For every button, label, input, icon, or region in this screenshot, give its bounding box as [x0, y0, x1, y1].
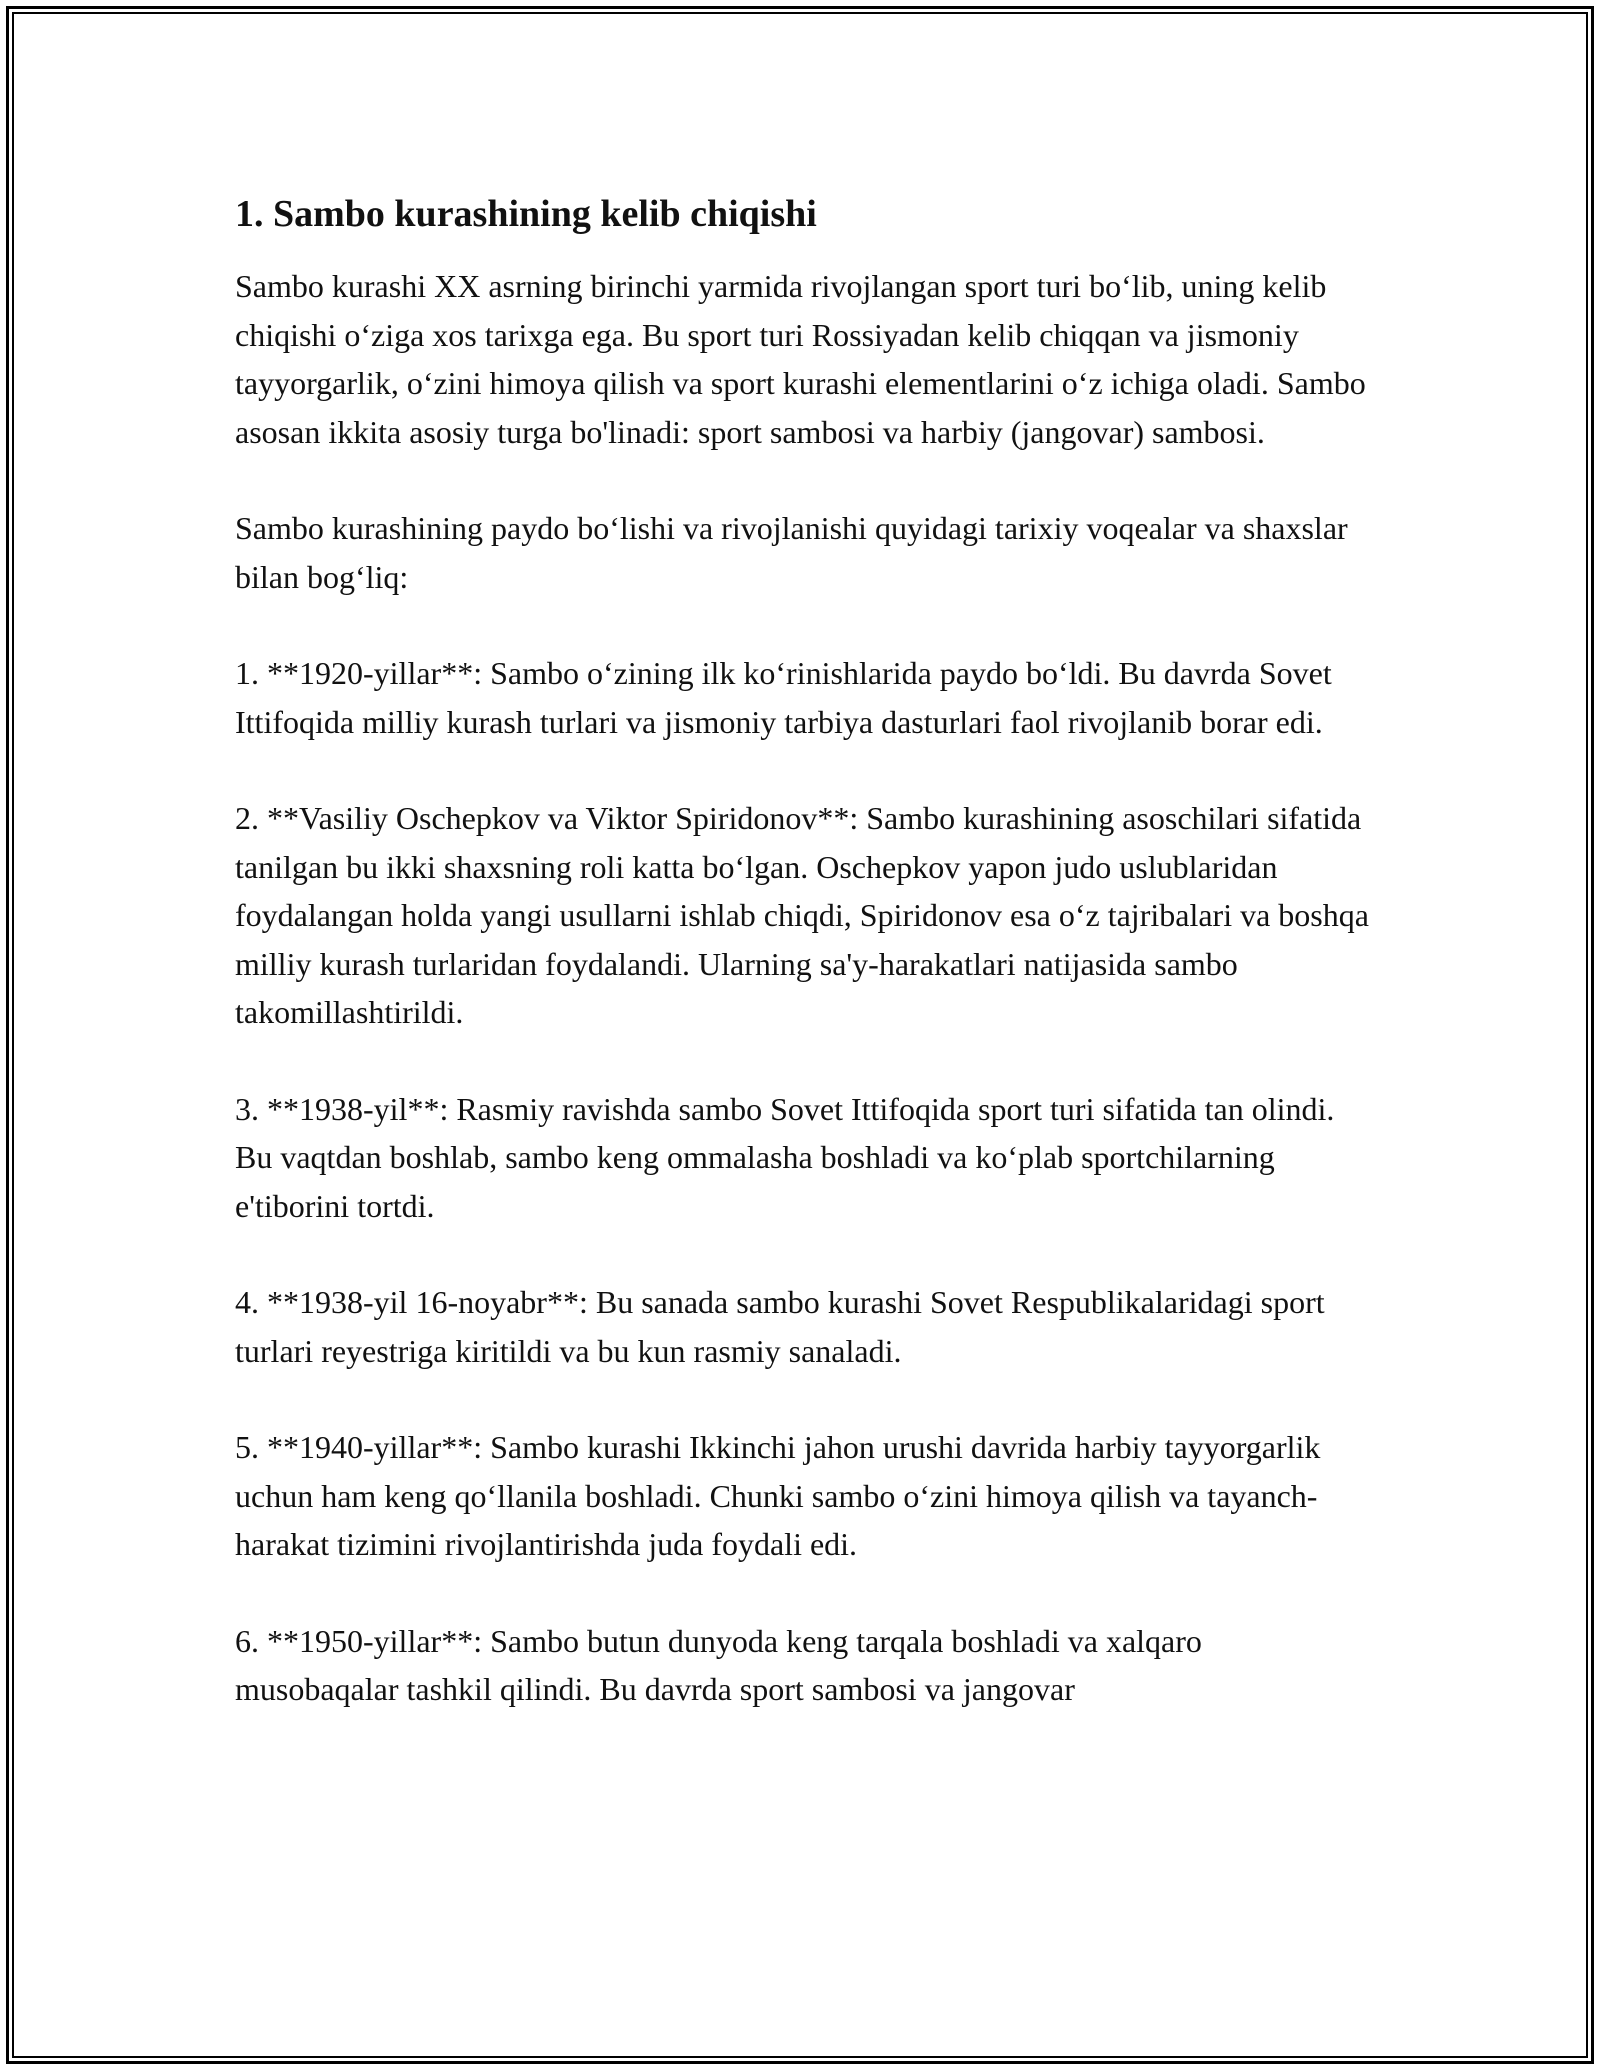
- document-title: 1. Sambo kurashining kelib chiqishi: [235, 193, 817, 235]
- list-item-1938-november: 4. **1938-yil 16-noyabr**: Bu sanada sambo kurashi Sovet Respublikalaridagi sport turlari reyestriga kiritildi va bu kun rasmiy sanaladi.: [235, 1284, 1325, 1369]
- document-body: [235, 186, 1370, 1762]
- paragraph-intro: Sambo kurashi XX asrning birinchi yarmida rivojlangan sport turi bo‘lib, uning kelib chiqishi o‘ziga xos tarixga ega. Bu sport turi Rossiyadan kelib chiqqan va jismoniy tayyorgarlik, o‘zini himoya qilish va sport kurashi elementlarini o‘z ichiga oladi. Sambo asosan ikkita asosiy turga bo'linadi: sport sambosi va harbiy (jangovar) sambosi.: [235, 268, 1366, 450]
- list-item-1950s: 6. **1950-yillar**: Sambo butun dunyoda keng tarqala boshladi va xalqaro musobaqalar tashkil qilindi. Bu davrda sport sambosi va jangovar: [235, 1622, 1202, 1707]
- list-item-1940s: 5. **1940-yillar**: Sambo kurashi Ikkinchi jahon urushi davrida harbiy tayyorgarlik uchun ham keng qo‘llanila boshladi. Chunki sambo o‘zini himoya qilish va tayanch-harakat tizimini rivojlantirishda juda foydali edi.: [235, 1429, 1321, 1562]
- paragraph-history-lead: Sambo kurashining paydo bo‘lishi va rivojlanishi quyidagi tarixiy voqealar va shaxslar bilan bog‘liq:: [235, 510, 1348, 595]
- list-item-1920s: 1. **1920-yillar**: Sambo o‘zining ilk ko‘rinishlarida paydo bo‘ldi. Bu davrda Sovet Ittifoqida milliy kurash turlari va jismoniy tarbiya dasturlari faol rivojlanib borar edi.: [235, 655, 1332, 740]
- list-item-founders: 2. **Vasiliy Oschepkov va Viktor Spiridonov**: Sambo kurashining asoschilari sifatida tanilgan bu ikki shaxsning roli katta bo‘lgan. Oschepkov yapon judo uslublaridan foydalangan holda yangi usullarni ishlab chiqdi, Spiridonov esa o‘z tajribalari va boshqa milliy kurash turlaridan foydalandi. Ularning sa'y-harakatlari natijasida sambo takomillashtirildi.: [235, 800, 1369, 1030]
- list-item-1938: 3. **1938-yil**: Rasmiy ravishda sambo Sovet Ittifoqida sport turi sifatida tan olindi. Bu vaqtdan boshlab, sambo keng ommalasha boshladi va ko‘plab sportchilarning e'tiborini tortdi.: [235, 1090, 1335, 1224]
